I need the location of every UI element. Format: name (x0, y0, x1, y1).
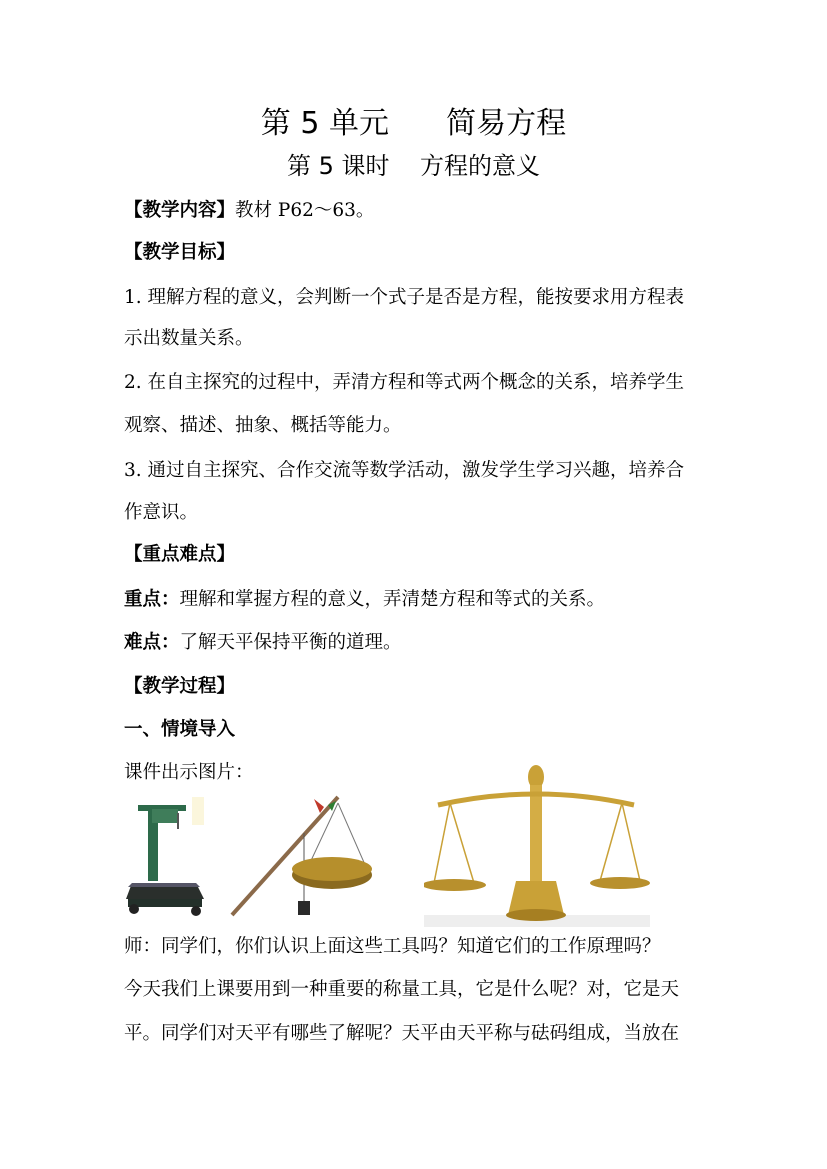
goal-item-1-line-2: 示出数量关系。 (124, 328, 254, 349)
paragraph-line-2: 今天我们上课要用到一种重要的称量工具，它是什么呢？对，它是天 (124, 979, 680, 1000)
goal-item-2-line-2: 观察、描述、抽象、概括等能力。 (124, 415, 402, 436)
goal-item-2-line-1: 2. 在自主探究的过程中，弄清方程和等式两个概念的关系，培养学生 (124, 372, 685, 393)
difficult-point-label: 难点： (124, 632, 180, 653)
keypoints-heading: 【重点难点】 (124, 544, 236, 565)
teaching-content-text: 教材 P62～63。 (235, 200, 375, 221)
section-heading-1: 一、情境导入 (124, 719, 236, 740)
key-point (124, 587, 605, 613)
goal-item-3-line-2: 作意识。 (124, 502, 199, 523)
steelyard-image (228, 793, 376, 921)
goals-heading: 【教学目标】 (124, 242, 236, 263)
lesson-title: 第 5 课时 方程的意义 (286, 152, 541, 180)
unit-title: 第 5 单元 简易方程 (260, 106, 567, 141)
platform-scale-image (126, 795, 212, 917)
intro-text: 课件出示图片： (124, 762, 254, 783)
key-point-text: 理解和掌握方程的意义，弄清楚方程和等式的关系。 (179, 589, 606, 610)
goal-item-1-line-1: 1. 理解方程的意义，会判断一个式子是否是方程，能按要求用方程表 (124, 287, 685, 308)
scales-images (124, 765, 664, 930)
balance-scale-image (424, 765, 650, 927)
paragraph-line-3: 平。同学们对天平有哪些了解呢？天平由天平称与砝码组成，当放在 (124, 1023, 680, 1044)
goal-item-3-line-1: 3. 通过自主探究、合作交流等数学活动，激发学生学习兴趣，培养合 (124, 460, 685, 481)
difficult-point-text: 了解天平保持平衡的道理。 (179, 632, 402, 653)
key-point-label: 重点： (124, 589, 180, 610)
teaching-content-label: 【教学内容】 (124, 200, 236, 221)
paragraph-line-1: 师：同学们，你们认识上面这些工具吗？知道它们的工作原理吗？ (124, 936, 661, 957)
difficult-point (124, 630, 402, 656)
teaching-content (124, 198, 374, 224)
process-heading: 【教学过程】 (124, 676, 236, 697)
